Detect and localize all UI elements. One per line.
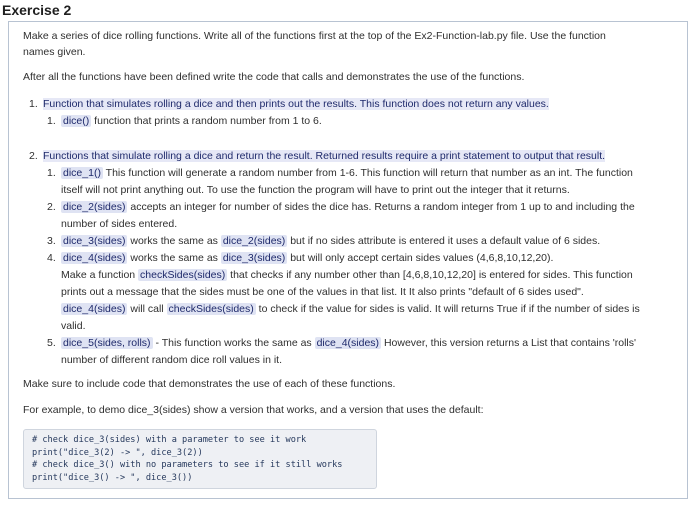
section1-item1: 1. dice() function that prints a random number from 1 to 6. [47,115,322,127]
section2-item4-line3: prints out a message that the sides must be one of the values in that list. It It also prints "default of 6 sides used". [61,286,584,298]
code-line: print("dice_3() -> ", dice_3()) [32,472,193,483]
after-text: After all the functions have been defined write the code that calls and demonstrates the use of the functions. [23,71,525,83]
code-block [23,429,377,489]
section2-item1-cont: itself will not print anything out. To use the function the program will have to print out the integer that it returns. [61,184,570,196]
section2-item4-line5: valid. [61,320,86,332]
section1-heading: 1. Function that simulates rolling a dice and then prints out the results. This function does not return any values. [29,98,549,110]
code-line: # check dice_3(sides) with a parameter to see it work [32,435,307,445]
intro-line-2: names given. [23,46,86,58]
page-title: Exercise 2 [2,2,72,18]
code-line: # check dice_3() with no parameters to see if it still works [32,460,343,471]
section2-item5: 5. dice_5(sides, rolls) - This function works the same as dice_4(sides) However, this version returns a List that contains 'rolls' [47,337,636,349]
section2-item5-cont: number of different random dice roll values in it. [61,354,283,366]
example-text: For example, to demo dice_3(sides) show a version that works, and a version that uses the default: [23,404,484,416]
section2-item2: 2. dice_2(sides) accepts an integer for number of sides the dice has. Returns a random integer from 1 up to and including the [47,201,635,213]
section2-item2-cont: number of sides entered. [61,218,178,230]
code-line: print("dice_3(2) -> ", dice_3(2)) [32,447,203,458]
section2-item4-line2: Make a function checkSides(sides) that checks if any number other than [4,6,8,10,12,20] is entered for sides. This function [61,269,633,281]
exercise-panel [8,21,688,499]
make-sure-text: Make sure to include code that demonstrates the use of each of these functions. [23,378,396,390]
section2-item4-line4: dice_4(sides) will call checkSides(sides) to check if the value for sides is valid. It will returns True if if the number of sides is [63,303,640,315]
section2-heading: 2. Functions that simulate rolling a dice and return the result. Returned results require a print statement to output that result. [29,150,606,162]
section2-item4: 4. dice_4(sides) works the same as dice_3(sides) but will only accept certain sides values (4,6,8,10,12,20). [47,252,554,264]
section2-item1: 1. dice_1() This function will generate a random number from 1-6. This function will return that number as an int. The function [47,167,633,179]
section2-item3: 3. dice_3(sides) works the same as dice_2(sides) but if no sides attribute is entered it uses a default value of 6 sides. [47,235,601,247]
intro-line-1: Make a series of dice rolling functions. Write all of the functions first at the top of the Ex2-Function-lab.py file. Use the function [23,30,606,42]
